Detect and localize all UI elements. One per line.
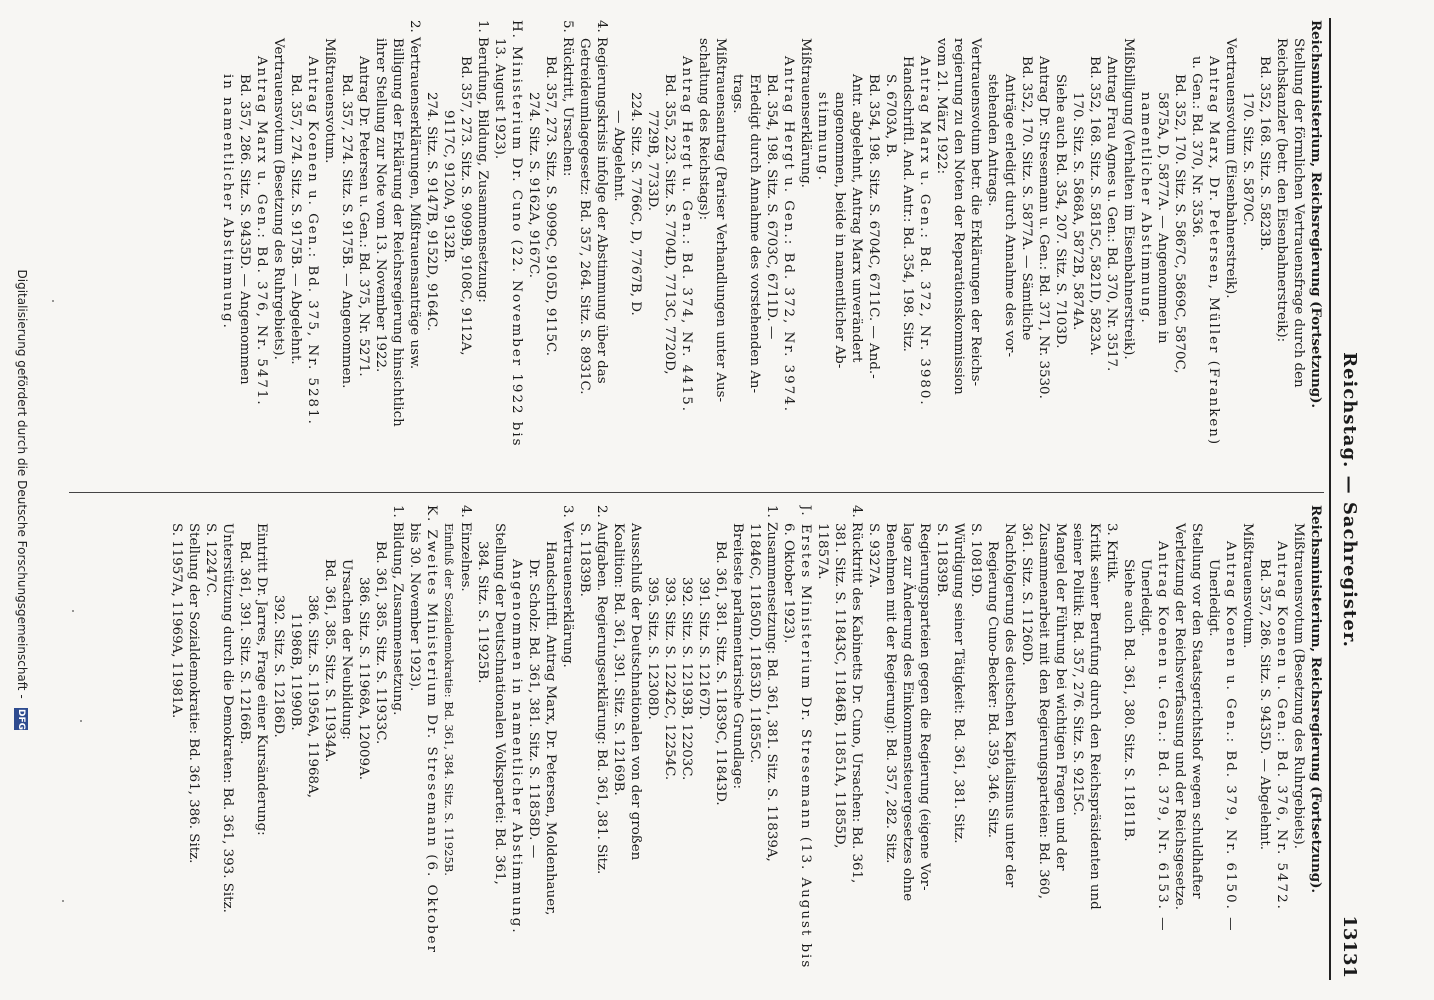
entry-line: S. 11957A, 11969A, 11981A. xyxy=(169,523,184,719)
scan-speck xyxy=(52,300,54,302)
entry-line: bis 30. November 1923). xyxy=(407,523,422,692)
entry-line: regierung zu den Noten der Reparationskommission xyxy=(951,38,966,395)
entry-line: Würdigung seiner Tätigkeit: Bd. 361, 381. Sitz. xyxy=(951,523,966,844)
entry-line: Stellung der förmlichen Vertrauensfrage durch den xyxy=(1291,38,1306,388)
entry-line: Breiteste parlamentarische Grundlage: xyxy=(730,523,745,790)
entry-line: 3. Kritik. xyxy=(1104,523,1119,583)
entry-line: Benehmen mit der Regierung): Bd. 357, 282. Sitz. xyxy=(883,523,898,864)
entry-line: 361. Sitz. S. 11260D. xyxy=(1019,523,1034,666)
entry-line: 1. Berufung, Bildung, Zusammensetzung: xyxy=(475,20,490,303)
entry-line: Antrag Koenen u. Gen.: Bd. 379, Nr. 6150. — xyxy=(1223,541,1238,933)
entry-line: 9117C, 9120A, 9132B. xyxy=(441,110,456,263)
entry-line: Mangel der Führung bei wichtigen Fragen und der xyxy=(1053,523,1068,871)
entry-line: seiner Politik: Bd. 357, 276. Sitz. S. 9215C. xyxy=(1070,523,1085,816)
entry-line: 11857A. xyxy=(815,523,830,580)
entry-line: angenommen, beide in namentlicher Ab- xyxy=(832,92,847,369)
dfg-logo-label: DFG xyxy=(16,708,27,730)
entry-line: Antrag Hergt u. Gen.: Bd. 374, Nr. 4415. xyxy=(679,56,694,413)
entry-line: 395. Sitz. S. 12308D. xyxy=(645,577,660,720)
entry-line: 3. Vertrauenserklärung. xyxy=(560,505,575,668)
entry-line: Reichskanzler (betr. den Eisenbahnerstreik): xyxy=(1274,38,1289,343)
entry-line: Zusammenarbeit mit den Regierungsparteien: Bd. 360, xyxy=(1036,523,1051,900)
entry-line: Einfluß der Sozialdemokratie: Bd. 361, 384. Sitz. S. 11925B. xyxy=(442,523,456,876)
entry-line: Bd. 357, 274. Sitz. S. 9175B. — Abgelehnt. xyxy=(288,74,303,365)
entry-line: in namentlicher Abstimmung. xyxy=(220,74,235,330)
entry-line: Mißtrauensvotum. xyxy=(1240,523,1255,649)
entry-line: 7729B, 7733D. xyxy=(645,110,660,212)
entry-line: Bd. 361, 391. Sitz. S. 12166B. xyxy=(237,541,252,745)
entry-line: 13. August 1923). xyxy=(492,38,507,160)
entry-line: Verletzung der Reichsverfassung und der Reichsgesetze. xyxy=(1172,523,1187,911)
entry-line: S. 9327A. xyxy=(866,523,881,589)
entry-line: Koalition: Bd. 361, 391. Sitz. S. 12169B. xyxy=(611,523,626,796)
entry-line: Antrag Dr. Petersen u. Gen.: Bd. 375, Nr. 5271. xyxy=(356,56,371,377)
entry-line: Bd. 361, 385. Sitz. S. 11934A. xyxy=(322,559,337,763)
entry-line: 11846C, 11850D, 11853D, 11855C. xyxy=(747,523,762,764)
running-title: Reichstag. — Sachregister. xyxy=(1339,352,1360,648)
entry-line: 393. Sitz. S. 12242C, 12254C. xyxy=(662,577,677,781)
entry-line: 386. Sitz. S. 11956A, 11968A, xyxy=(305,595,320,798)
entry-line: Antrag Dr. Stresemann u. Gen.: Bd. 371, Nr. 3530. xyxy=(1036,56,1051,399)
entry-line: 1. Zusammensetzung: Bd. 361, 381. Sitz. S. 11839A, xyxy=(764,505,779,862)
entry-line: Antrag Marx, Dr. Petersen, Müller (Franken) xyxy=(1206,56,1221,447)
entry-line: Bd. 352, 168. Sitz. S. 5815C, 5821D, 5823A. xyxy=(1087,56,1102,356)
entry-line: Unterstützung durch die Demokraten: Bd. 361, 393. Sitz. xyxy=(220,523,235,913)
entry-line: Unerledigt. xyxy=(1206,559,1221,637)
entry-line: Antrag Marx u. Gen.: Bd. 372, Nr. 3980. xyxy=(917,56,932,407)
entry-line: Dr. Scholz: Bd. 361, 381. Sitz. S. 11858D. — xyxy=(526,559,541,859)
entry-line: 391. Sitz. S. 12167D. xyxy=(696,577,711,720)
entry-line: 2. Vertrauenserklärungen, Mißtrauensanträge usw. xyxy=(407,20,422,370)
entry-line: Bd. 357, 274. Sitz. S. 9175B. — Angenommen. xyxy=(339,74,354,389)
entry-line: 274. Sitz. S. 9162A, 9167C. xyxy=(526,92,541,279)
entry-line: Antrag Frau Agnes u. Gen.: Bd. 370, Nr. 3517. xyxy=(1104,56,1119,372)
entry-line: vom 21. März 1922: xyxy=(934,38,949,175)
entry-line: S. 11839B. xyxy=(577,523,592,597)
entry-line: Bd. 357, 273. Sitz. S. 9099C, 9105D, 9115C. xyxy=(543,56,558,356)
entry-line: — Abgelehnt. xyxy=(611,110,626,202)
entry-line: 5. Rücktritt, Ursachen: xyxy=(560,20,575,177)
entry-line: 6. Oktober 1923). xyxy=(781,523,796,644)
entry-line: Bd. 355, 223. Sitz. S. 7704D, 7713C, 7720D, xyxy=(662,74,677,375)
column-divider xyxy=(69,492,1324,493)
entry-line: u. Gen.: Bd. 370, Nr. 3536. xyxy=(1189,56,1204,238)
entry-line: 170. Sitz. S. 5870C. xyxy=(1240,92,1255,226)
entry-line: J. Erstes Ministerium Dr. Stresemann (13. August bis xyxy=(798,505,813,970)
entry-line: H. Ministerium Dr. Cuno (22. November 1922 bis xyxy=(509,20,524,448)
entry-line: Anträge erledigt durch Annahme des vor- xyxy=(1002,74,1017,357)
entry-line: 2. Aufgaben. Regierungserklärung: Bd. 361, 381. Sitz. xyxy=(594,505,609,875)
header-rule xyxy=(1329,18,1331,980)
entry-line: 386. Sitz. S. 11968A, 12009A. xyxy=(356,577,371,780)
entry-line: Bd. 357, 273. Sitz. S. 9099B, 9108C, 9112A, xyxy=(458,56,473,356)
entry-line: Billigung der Erklärung der Reichsregierung hinsichtlich xyxy=(390,38,405,427)
entry-line: Reichsministerium, Reichsregierung (Fortsetzung). xyxy=(1308,20,1324,409)
left-column xyxy=(219,20,1324,500)
entry-line: Kritik seiner Berufung durch den Reichspräsidenten und xyxy=(1087,523,1102,910)
entry-line: 4. Rücktritt des Kabinetts Dr. Cuno, Ursachen: Bd. 361, xyxy=(849,505,864,884)
entry-line: Antrag Koenen u. Gen.: Bd. 376, Nr. 5472. xyxy=(1274,541,1289,911)
entry-line: Vertrauensvotum (Eisenbahnerstreik). xyxy=(1223,38,1238,299)
entry-line: Bd. 354, 198. Sitz. S. 6704C, 6711C. — And.- xyxy=(866,74,881,379)
entry-line: 274. Sitz. S. 9147B, 9152D, 9164C. xyxy=(424,92,439,332)
scan-speck xyxy=(72,610,74,612)
entry-line: Bd. 352, 170. Sitz. S. 5877A. — Sämtliche xyxy=(1019,56,1034,341)
footer-text: Digitalisierung gefördert durch die Deutsche Forschungsgemeinschaft - xyxy=(15,269,29,699)
entry-line: Stellung der Sozialdemokratie: Bd. 361, 386. Sitz. xyxy=(186,523,201,864)
digitization-footer xyxy=(15,0,30,1000)
entry-line: stimmung. xyxy=(815,92,830,183)
right-column xyxy=(168,505,1324,985)
entry-line: Mißtrauenserklärung. xyxy=(798,38,813,188)
entry-line: Bd. 361, 381. Sitz. S. 11839C, 11843D. xyxy=(713,541,728,806)
entry-line: Regierungsparteien gegen die Regierung (eigene Vor- xyxy=(917,523,932,891)
entry-line: Antrag Koenen u. Gen.: Bd. 375, Nr. 5281. xyxy=(305,56,320,426)
entry-line: schaltung des Reichstags): xyxy=(696,38,711,221)
entry-line: Bd. 354, 198. Sitz. S. 6703C, 6711D. — xyxy=(764,74,779,340)
entry-line: Regierung Cuno-Becker: Bd. 359, 346. Sitz. xyxy=(985,541,1000,839)
entry-line: Mißtrauensvotum (Besetzung des Ruhrgebiets). xyxy=(1291,523,1306,849)
entry-line: Bd. 352, 170. Sitz. S. 5867C, 5869C, 5870C, xyxy=(1172,74,1187,374)
entry-line: 384. Sitz. S. 11925B. xyxy=(475,541,490,684)
entry-line: 11986B, 11990B. xyxy=(288,613,303,731)
entry-line: namentlicher Abstimmung. xyxy=(1138,92,1153,325)
dfg-logo-icon xyxy=(15,708,29,730)
entry-line: Antrag Koenen u. Gen.: Bd. 379, Nr. 6153. — xyxy=(1155,541,1170,933)
entry-line: Bd. 357, 286. Sitz. S. 9435D. — Angenommen xyxy=(237,74,252,385)
entry-line: Antr. abgelehnt, Antrag Marx unverändert xyxy=(849,74,864,363)
entry-line: Getreideumlagegesetz: Bd. 357, 264. Sitz. S. 8931C. xyxy=(577,38,592,395)
entry-line: lage zur Änderung des Einkommensteuergesetzes ohne xyxy=(900,523,915,902)
entry-line: 1. Bildung, Zusammensetzung. xyxy=(390,505,405,716)
entry-line: 224. Sitz. S. 7766C, D, 7767B, D. xyxy=(628,92,643,316)
entry-line: 170. Sitz. S. 5868A, 5872B, 5874A. xyxy=(1070,92,1085,331)
entry-line: Erledigt durch Annahme des vorstehenden An- xyxy=(747,74,762,394)
entry-line: Nachfolgerung des deutschen Kapitalismus unter der xyxy=(1002,523,1017,888)
entry-line: Siehe auch Bd. 361, 380. Sitz. S. 11811B. xyxy=(1121,559,1136,842)
entry-line: K. Zweites Ministerium Dr. Stresemann (6. Oktober xyxy=(424,505,439,954)
entry-line: S. 10819D. xyxy=(968,523,983,598)
scan-speck xyxy=(80,720,82,722)
page-number: 13131 xyxy=(1339,915,1360,978)
entry-line: Antrag Hergt u. Gen.: Bd. 372, Nr. 3974. xyxy=(781,56,796,413)
entry-line: Bd. 352, 168. Sitz. S. 5823B. xyxy=(1257,56,1272,251)
entry-line: Vertrauensvotum betr. die Erklärungen der Reichs- xyxy=(968,38,983,387)
page-header xyxy=(1330,0,1360,1000)
entry-line: Mißbilligung (Verhalten im Eisenbahnerstreik). xyxy=(1121,38,1136,360)
entry-line: 392. Sitz. S. 12193B, 12203C. xyxy=(679,577,694,781)
entry-line: Ursachen der Neubildung: xyxy=(339,559,354,740)
entry-line: 381. Sitz. S. 11843C, 11846B, 11851A, 11855D, xyxy=(832,523,847,849)
entry-line: S. 6703A, B. xyxy=(883,74,898,158)
entry-line: Vertrauensvotum (Besetzung des Ruhrgebiets). xyxy=(271,38,286,360)
entry-line: Stellung vor den Staatsgerichtshof wegen schuldhafter xyxy=(1189,523,1204,899)
entry-line: Stellung der Deutschnationalen Volkspartei: Bd. 361, xyxy=(492,523,507,885)
entry-line: Eintritt Dr. Jarres, Frage einer Kursänderung: xyxy=(254,523,269,836)
entry-line: Reichsministerium, Reichsregierung (Fortsetzung). xyxy=(1308,505,1324,894)
entry-line: Siehe auch Bd. 354, 207. Sitz. S. 7103D. xyxy=(1053,74,1068,349)
entry-line: 4. Einzelnes. xyxy=(458,505,473,592)
entry-line: Ausschluß der Deutschnationalen von der großen xyxy=(628,523,643,861)
entry-line: Handschriftl. And. Antr.: Bd. 354, 198. Sitz. xyxy=(900,56,915,352)
entry-line: S. 11839B. xyxy=(934,523,949,597)
entry-line: 5875A, D, 5877A. — Angenommen in xyxy=(1155,92,1170,344)
entry-line: Unerledigt. xyxy=(1138,559,1153,637)
entry-line: 392. Sitz. S. 12186D. xyxy=(271,595,286,738)
entry-line: stehenden Antrags. xyxy=(985,74,1000,207)
entry-line: Bd. 361, 385. Sitz. S. 11933C. xyxy=(373,541,388,745)
entry-line: Handschriftl. Antrag Marx, Dr. Petersen, Moldenhauer, xyxy=(543,541,558,916)
entry-line: Mißtrauensvotum. xyxy=(322,38,337,164)
entry-line: Bd. 357, 286. Sitz. S. 9435D. — Abgelehnt. xyxy=(1257,559,1272,851)
entry-line: Antrag Marx u. Gen.: Bd. 376, Nr. 5471. xyxy=(254,56,269,407)
entry-line: Angenommen in namentlicher Abstimmung. xyxy=(509,559,524,935)
entry-line: 4. Regierungskrisis infolge der Abstimmung über das xyxy=(594,20,609,384)
entry-line: S. 12247C. xyxy=(203,523,218,597)
entry-line: trags. xyxy=(730,74,745,114)
entry-line: ihrer Stellung zur Note vom 13. November 1922. xyxy=(373,38,388,373)
entry-line: Mißtrauensantrag (Pariser Verhandlungen unter Aus- xyxy=(713,38,728,403)
scan-speck xyxy=(62,900,64,902)
